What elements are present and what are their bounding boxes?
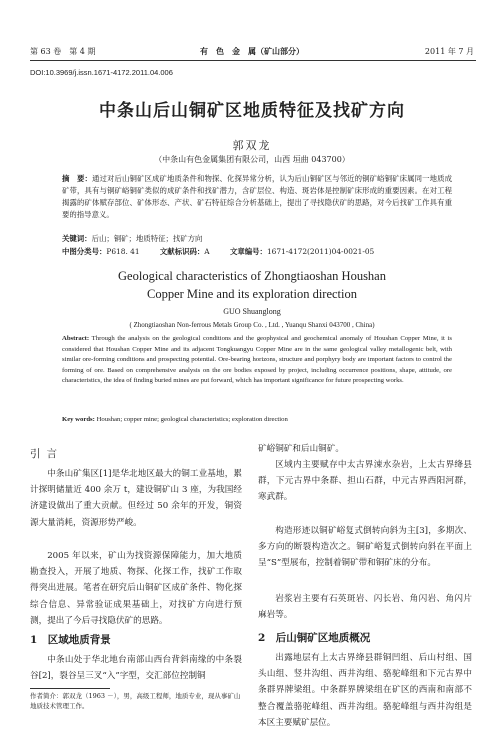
keywords-zh-text: 后山；铜矿；地质特征；找矿方向 [91, 234, 203, 243]
author-footnote: 作者简介：郭双龙（1963 －），男，高级工程师，地质专业，现从事矿山地质技术管理工作。 [30, 692, 241, 710]
abstract-en-label: Abstract: [62, 335, 90, 342]
header-date: 2011 年 7 月 [424, 47, 474, 56]
right-paragraph-2: 构造形迹以铜矿峪复式倒转向斜为主[3]，多期次、多方向的断裂构造次之。铜矿峪复式倒转向斜在平面上呈“S”型展布，控制着铜矿带和铜矿床的分布。 [258, 526, 472, 569]
header-volume: 第 63 卷 第 4 期 [30, 47, 96, 56]
clc-line [62, 246, 452, 257]
section-1-paragraph: 中条山处于华北地台南部山西台背斜南缘的中条裂谷[2]，裂谷呈三叉“入”字型，交汇部位控制铜 [30, 655, 242, 682]
footnote-rule [30, 688, 110, 689]
author-en: GUO Shuanglong [223, 307, 281, 316]
right-paragraph-1: 区域内主要赋存中太古界涑水杂岩，上太古界绛县群，下元古界中条群、担山石群，中元古界西阳河群，寒武群。 [258, 460, 472, 503]
section-1-heading: 1 区域地质背景 [30, 634, 111, 646]
right-paragraph-0: 矿峪铜矿和后山铜矿。 [258, 444, 344, 454]
abstract-zh [62, 173, 452, 221]
header-rule [30, 60, 476, 61]
doi: DOI:10.3969/j.issn.1671-4172.2011.04.006 [30, 68, 173, 77]
title-en-line1: Geological characteristics of Zhongtiaoshan Houshan [118, 269, 386, 283]
header-journal: 有 色 金 属（矿山部分） [200, 46, 304, 56]
doc-code-value: A [204, 247, 210, 256]
doc-code-label: 文献标识码： [159, 247, 205, 256]
affil-zh: （中条山有色金属集团有限公司，山西 垣曲 043700） [154, 155, 350, 164]
intro-paragraph-1: 中条山矿集区[1]是华北地区最大的铜工业基地，累计探明储量近 400 余万 t，建设铜矿山 3 座，为我国经济建设做出了重大贡献。但经过 50 余年的开发，铜资源大量消耗，资源形势严峻。 [30, 469, 242, 528]
affil-en: ( Zhongtiaoshan Non-ferrous Metals Group Co. , Ltd. , Yuanqu Shanxi 043700 , China) [129, 321, 375, 329]
abstract-zh-label: 摘 要： [62, 174, 93, 183]
intro-paragraph-2: 2005 年以来，矿山为找资源保障能力，加大地质勘查投入，开展了地质、物探、化探工作，找矿工作取得突出进展。笔者在研究后山铜矿区成矿条件、物化探综合信息、异常验证成果基础上，对找矿方向进行预测，提出了今后寻找隐伏矿的思路。 [30, 551, 242, 626]
article-id-label: 文章编号： [229, 247, 267, 256]
keywords-en [62, 416, 288, 423]
keywords-en-label: Key words: [62, 416, 95, 423]
clc-value: P618. 41 [106, 247, 140, 256]
abstract-en [62, 334, 452, 387]
section-2-paragraph: 出露地层有上太古界绛县群铜凹组、后山村组、国头山组、竖井沟组、西井沟组、骆驼峰组和下元古界中条群界牌梁组。中条群界牌梁组在矿区的西南和南部不整合覆盖骆驼峰组、西井沟组。骆驼峰组与西井沟组是本区主要赋矿层位。 [258, 653, 472, 728]
title-zh: 中条山后山铜矿区地质特征及找矿方向 [99, 101, 405, 121]
title-en-line2: Copper Mine and its exploration direction [146, 287, 358, 301]
section-2-heading: 2 后山铜矿区地质概况 [258, 632, 371, 644]
abstract-zh-text: 通过对后山铜矿区成矿地质条件和物探、化探异常分析，认为后山铜矿区与邻近的铜矿峪铜矿床属同一地质成矿带，具有与铜矿峪铜矿类似的成矿条件和找矿潜力，含矿层位、构造、斑岩体是控制矿床形成的重要因素。在对工程揭露的矿体赋存部位、矿体形态、产状、矿石特征综合分析基础上，提出了寻找隐伏矿的思路，对今后找矿工作具有重要的指导意义。 [62, 174, 452, 219]
keywords-en-text: Houshan; copper mine; geological characteristics; exploration direction [94, 416, 288, 423]
keywords-zh-label: 关键词： [62, 234, 92, 243]
intro-heading: 引言 [30, 448, 63, 460]
article-id-value: 1671-4172(2011)04-0021-05 [266, 247, 375, 256]
clc-label: 中图分类号： [62, 247, 107, 256]
right-paragraph-3: 岩浆岩主要有石英斑岩、闪长岩、角闪岩、角闪片麻岩等。 [258, 594, 472, 621]
keywords-zh [62, 233, 202, 244]
author-zh: 郭双龙 [232, 139, 272, 152]
abstract-en-text: Through the analysis on the geological conditions and the geophysical and geochemical anomaly of Houshan Copper Mine, it is considered that Houshan Copper Mine and its adjacent Tongkuangyu Copper Mine are in the same geological valley metallogenic belt, with similar ore-forming conditions and prospecting potential. Ore-bearing horizons, structure and porphyry body are important factors to control the forming of ore. Based on comprehensive analysis on the ore bodies exposed by project, including occurrence positions, shape, attitude, ore characteristics, the idea of finding buried mines are put forward, which has important significance for future prospecting works. [62, 335, 452, 384]
